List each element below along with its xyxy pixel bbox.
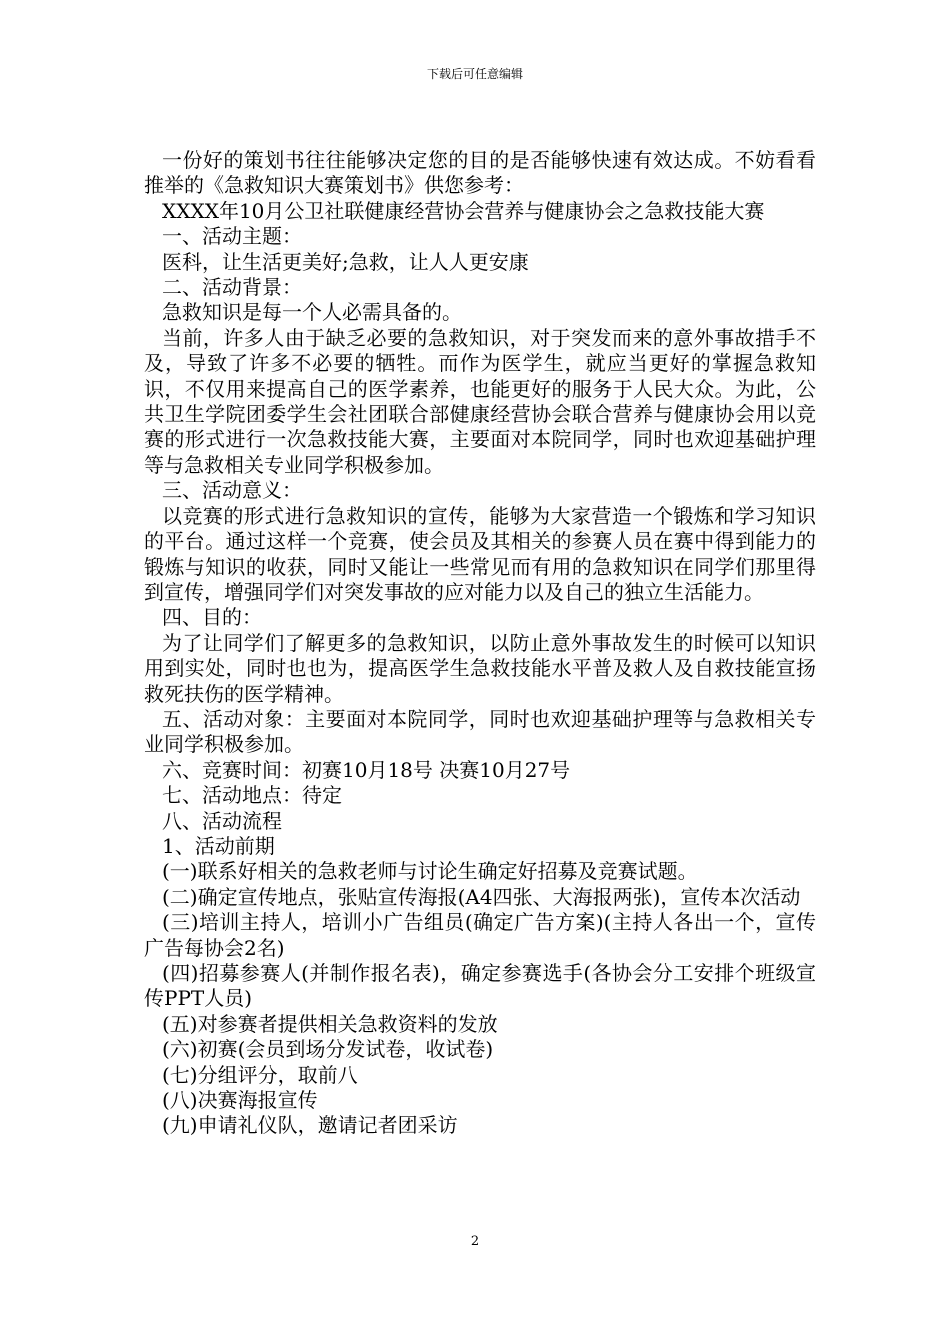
event-title: XXXX年10月公卫社联健康经营协会营养与健康协会之急救技能大赛: [162, 198, 765, 223]
section-location: 七、活动地点：待定: [162, 783, 342, 808]
process-step-1: (一)联系好相关的急救老师与讨论生确定好招募及竞赛试题。: [162, 859, 698, 884]
section-heading-background: 二、活动背景：: [162, 275, 302, 300]
page-header: 下载后可任意编辑: [426, 67, 523, 81]
section-competition-time: 六、竞赛时间：初赛10月18号 决赛10月27号: [162, 757, 571, 782]
process-phase-1: 1、活动前期: [162, 833, 275, 858]
section-heading-significance: 三、活动意义：: [162, 478, 302, 503]
section-target-audience: 五、活动对象：主要面对本院同学，同时也欢迎基础护理等与急救相关专业同学积极参加。: [144, 706, 816, 757]
process-step-6: (六)初赛(会员到场分发试卷，收试卷): [162, 1037, 494, 1062]
process-step-5: (五)对参赛者提供相关急救资料的发放: [162, 1011, 498, 1036]
section-heading-theme: 一、活动主题：: [162, 224, 302, 249]
intro-paragraph: 一份好的策划书往往能够决定您的目的是否能够快速有效达成。不妨看看推举的《急救知识大赛策划书》供您参考：: [144, 148, 816, 198]
theme-text: 医科，让生活更美好;急救，让人人更安康: [162, 249, 529, 274]
significance-text: 以竞赛的形式进行急救知识的宣传，能够为大家营造一个锻炼和学习知识的平台。通过这样一个竞赛，使会员及其相关的参赛人员在赛中得到能力的锻炼与知识的收获，同时又能让一些常见而有用的急救知识在同学们那里得到宣传，增强同学们对突发事故的应对能力以及自己的独立生活能力。: [144, 503, 816, 604]
purpose-text: 为了让同学们了解更多的急救知识，以防止意外事故发生的时候可以知识用到实处，同时也也为，提高医学生急救技能水平普及救人及自救技能宣扬救死扶伤的医学精神。: [144, 630, 816, 706]
section-heading-purpose: 四、目的：: [162, 605, 262, 630]
process-step-3: (三)培训主持人，培训小广告组员(确定广告方案)(主持人各出一个，宣传广告每协会2名): [144, 910, 816, 960]
section-heading-process: 八、活动流程: [162, 808, 282, 833]
process-step-4: (四)招募参赛人(并制作报名表)，确定参赛选手(各协会分工安排个班级宣传PPT人员): [144, 961, 816, 1011]
background-text-2: 当前，许多人由于缺乏必要的急救知识，对于突发而来的意外事故措手不及，导致了许多不必要的牺牲。而作为医学生，就应当更好的掌握急救知识，不仅用来提高自己的医学素养，也能更好的服务于人民大众。为此，公共卫生学院团委学生会社团联合部健康经营协会联合营养与健康协会用以竞赛的形式进行一次急救技能大赛，主要面对本院同学，同时也欢迎基础护理等与急救相关专业同学积极参加。: [144, 325, 816, 477]
process-step-2: (二)确定宣传地点，张贴宣传海报(A4四张、大海报两张)，宣传本次活动: [162, 884, 801, 909]
process-step-9: (九)申请礼仪队，邀请记者团采访: [162, 1113, 458, 1138]
document-body: [144, 148, 816, 1139]
process-step-8: (八)决赛海报宣传: [162, 1088, 318, 1113]
page-number: 2: [470, 1234, 480, 1249]
background-text-1: 急救知识是每一个人必需具备的。: [162, 300, 462, 325]
process-step-7: (七)分组评分，取前八: [162, 1062, 358, 1087]
